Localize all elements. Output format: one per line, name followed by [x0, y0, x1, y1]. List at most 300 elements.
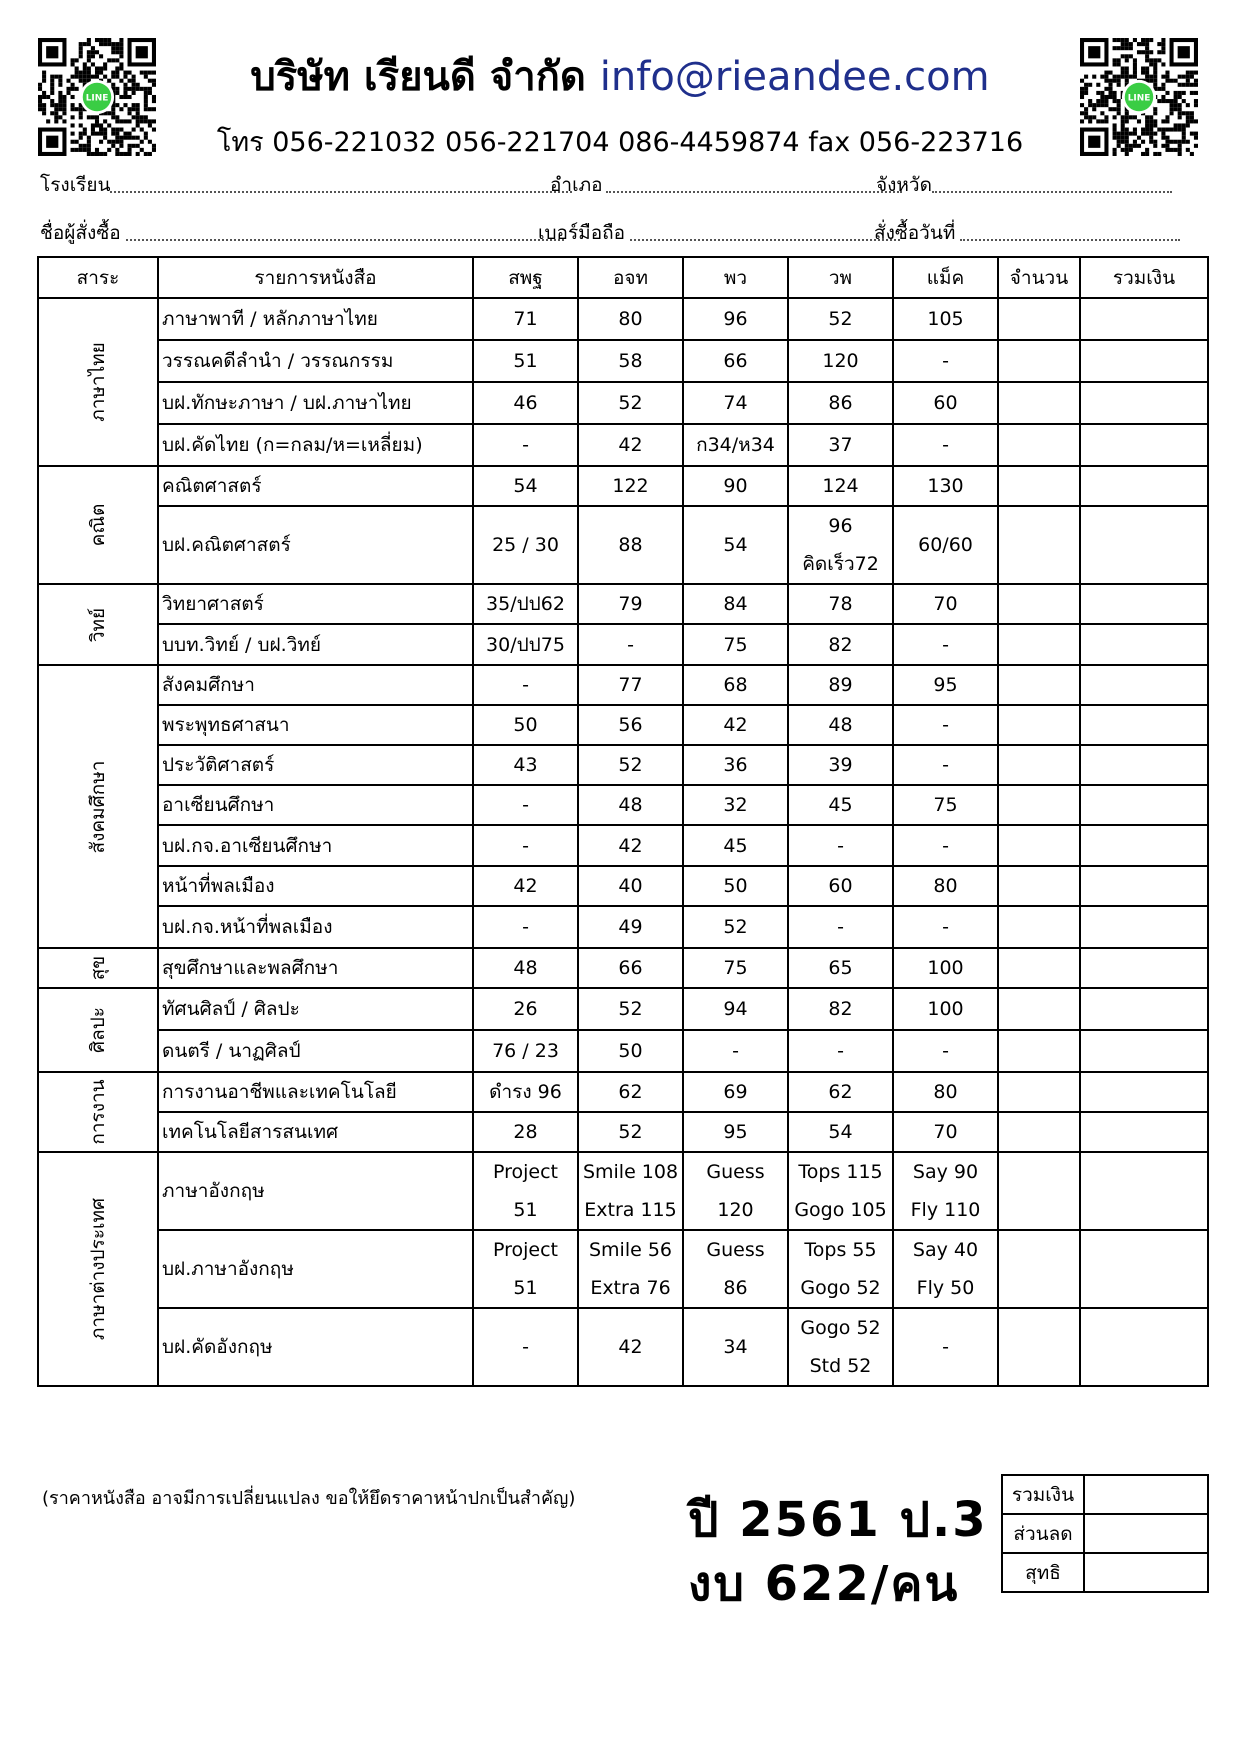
quantity-cell[interactable]: [998, 1152, 1080, 1230]
price-value: Gogo 52: [800, 1317, 881, 1339]
price-cell: [893, 1152, 998, 1230]
total-cell[interactable]: [1080, 1072, 1208, 1112]
price-cell: [788, 1230, 893, 1308]
price-value: 69: [723, 1081, 748, 1103]
price-cell: [473, 1230, 578, 1308]
price-value: 45: [723, 834, 748, 857]
total-cell[interactable]: [1080, 466, 1208, 506]
quantity-cell[interactable]: [998, 665, 1080, 705]
totals-row-discount: [1002, 1514, 1208, 1553]
price-cell: [578, 1308, 683, 1386]
price-value: 75: [723, 957, 748, 979]
total-cell[interactable]: [1080, 948, 1208, 988]
price-value: 66: [618, 957, 643, 979]
price-cell: [893, 340, 998, 382]
province-field[interactable]: [932, 191, 1172, 193]
price-value: 96: [828, 515, 853, 537]
price-value: 60/60: [918, 534, 973, 556]
table-row: [38, 584, 1208, 624]
price-value: 89: [828, 674, 853, 696]
total-cell[interactable]: [1080, 340, 1208, 382]
quantity-cell[interactable]: [998, 866, 1080, 906]
price-value: 50: [618, 1040, 643, 1062]
company-phones: โทร 056-221032 056-221704 086-4459874 fax 056-223716: [216, 127, 1024, 158]
subject-cell: [38, 466, 158, 584]
quantity-cell[interactable]: [998, 584, 1080, 624]
price-cell: [683, 1072, 788, 1112]
price-value: 75: [723, 633, 748, 656]
quantity-cell[interactable]: [998, 506, 1080, 584]
table-body: [38, 298, 1208, 1386]
book-title: พระพุทธศาสนา: [158, 705, 473, 745]
total-cell[interactable]: [1080, 624, 1208, 665]
subject-cell: [38, 1152, 158, 1386]
total-cell[interactable]: [1080, 705, 1208, 745]
price-value: Gogo 52: [800, 1277, 881, 1299]
price-cell: [683, 1230, 788, 1308]
price-value: 105: [927, 308, 964, 330]
total-cell[interactable]: [1080, 1030, 1208, 1072]
line-qr-code-right: [1080, 38, 1198, 156]
price-value: 95: [933, 674, 958, 696]
line-qr-code-left: [38, 38, 156, 156]
price-cell: [788, 988, 893, 1030]
price-value: 95: [723, 1121, 748, 1143]
book-title: วิทยาศาสตร์: [158, 584, 473, 624]
price-value: 42: [513, 875, 538, 897]
price-cell: [893, 785, 998, 825]
price-value: 52: [618, 392, 643, 414]
book-title: บฝ.คัดอังกฤษ: [158, 1308, 473, 1386]
price-value: 71: [513, 308, 538, 330]
total-cell[interactable]: [1080, 1112, 1208, 1152]
price-cell: [788, 506, 893, 584]
table-row: [38, 1072, 1208, 1112]
quantity-cell[interactable]: [998, 705, 1080, 745]
price-cell: [578, 298, 683, 340]
price-value: -: [732, 1040, 739, 1062]
province-label: จังหวัด: [876, 174, 932, 196]
price-cell: [788, 1308, 893, 1386]
quantity-cell[interactable]: [998, 1112, 1080, 1152]
price-cell: [683, 1112, 788, 1152]
price-cell: [473, 506, 578, 584]
price-value: -: [522, 434, 529, 456]
totals-sum-value[interactable]: [1084, 1475, 1208, 1514]
price-value: 60: [828, 875, 853, 897]
subject-cell: [38, 665, 158, 948]
subject-label: การงาน: [87, 1079, 109, 1145]
subject-label: สังคมศึกษา: [87, 760, 109, 853]
table-row: [38, 1308, 1208, 1386]
table-header-row: [38, 257, 1208, 298]
book-title: บบท.วิทย์ / บฝ.วิทย์: [158, 624, 473, 665]
price-value: -: [522, 1336, 529, 1358]
price-cell: [893, 624, 998, 665]
table-row: [38, 785, 1208, 825]
price-value: 79: [618, 593, 643, 615]
price-cell: [683, 1152, 788, 1230]
totals-row-sum: [1002, 1475, 1208, 1514]
price-cell: [893, 382, 998, 424]
buyer-field[interactable]: [126, 239, 564, 241]
table-row: [38, 624, 1208, 665]
price-value: 26: [513, 998, 538, 1020]
quantity-cell[interactable]: [998, 340, 1080, 382]
subject-label: ศิลปะ: [87, 1007, 109, 1053]
price-value: 94: [723, 998, 748, 1020]
price-value: 39: [828, 754, 853, 776]
price-value: 42: [618, 834, 643, 857]
book-title: อาเซียนศึกษา: [158, 785, 473, 825]
price-cell: [578, 506, 683, 584]
price-value: -: [837, 1040, 844, 1062]
totals-row-net: [1002, 1553, 1208, 1592]
total-cell[interactable]: [1080, 382, 1208, 424]
total-cell[interactable]: [1080, 988, 1208, 1030]
book-title: ภาษาอังกฤษ: [158, 1152, 473, 1230]
price-cell: [893, 705, 998, 745]
form-row-buyer: [38, 218, 1208, 248]
price-cell: [788, 906, 893, 948]
price-value: -: [522, 674, 529, 696]
total-cell[interactable]: [1080, 1152, 1208, 1230]
price-value: 42: [618, 1336, 643, 1358]
school-field[interactable]: [110, 191, 572, 193]
price-cell: [788, 624, 893, 665]
price-cell: [788, 466, 893, 506]
price-value: Smile 56: [588, 1239, 673, 1261]
price-value: 88: [618, 534, 643, 556]
price-value: 40: [618, 875, 643, 897]
price-value: 120: [717, 1199, 754, 1221]
price-value: 90: [723, 475, 748, 497]
price-value: 80: [933, 875, 958, 897]
price-value: -: [942, 916, 949, 938]
book-title: บฝ.ภาษาอังกฤษ: [158, 1230, 473, 1308]
header-wp: วพ: [788, 257, 893, 298]
price-value: -: [627, 633, 634, 656]
price-value: 52: [618, 1121, 643, 1143]
price-cell: [893, 825, 998, 866]
book-title: บฝ.คัดไทย (ก=กลม/ห=เหลี่ยม): [158, 424, 473, 466]
price-value: 86: [723, 1277, 748, 1299]
total-cell[interactable]: [1080, 1308, 1208, 1386]
price-table: [37, 256, 1209, 1387]
price-cell: [893, 1072, 998, 1112]
price-value: 52: [618, 754, 643, 776]
price-cell: [788, 705, 893, 745]
price-cell: [788, 298, 893, 340]
price-cell: [683, 825, 788, 866]
price-value: 58: [618, 350, 643, 372]
price-value: 42: [618, 434, 643, 456]
price-cell: [473, 1112, 578, 1152]
price-cell: [473, 906, 578, 948]
quantity-cell[interactable]: [998, 382, 1080, 424]
subject-cell: [38, 1072, 158, 1152]
price-cell: [893, 988, 998, 1030]
price-cell: [893, 665, 998, 705]
price-value: 82: [828, 998, 853, 1020]
price-cell: [578, 785, 683, 825]
price-cell: [473, 785, 578, 825]
price-cell: [683, 785, 788, 825]
price-value: 65: [828, 957, 853, 979]
price-value: 45: [828, 794, 853, 816]
price-cell: [473, 584, 578, 624]
price-value: -: [942, 633, 949, 656]
total-cell[interactable]: [1080, 506, 1208, 584]
price-cell: [788, 584, 893, 624]
quantity-cell[interactable]: [998, 1030, 1080, 1072]
price-cell: [683, 705, 788, 745]
price-cell: [683, 382, 788, 424]
price-value: Project: [492, 1239, 558, 1261]
quantity-cell[interactable]: [998, 1230, 1080, 1308]
price-value: Fly 110: [910, 1199, 981, 1221]
book-title: ประวัติศาสตร์: [158, 745, 473, 785]
form-row-school: [38, 170, 1208, 200]
quantity-cell[interactable]: [998, 745, 1080, 785]
price-cell: [578, 948, 683, 988]
book-title: สุขศึกษาและพลศึกษา: [158, 948, 473, 988]
price-value: 124: [822, 475, 859, 497]
price-value: 78: [828, 593, 853, 615]
price-cell: [578, 1230, 683, 1308]
table-row: [38, 466, 1208, 506]
price-value: 60: [933, 392, 958, 414]
price-cell: [788, 424, 893, 466]
price-cell: [788, 825, 893, 866]
price-cell: [893, 424, 998, 466]
price-value: -: [942, 434, 949, 456]
price-value: 96: [723, 308, 748, 330]
price-value: Say 90: [912, 1161, 979, 1183]
subject-cell: [38, 298, 158, 466]
header-ajt: อจท: [578, 257, 683, 298]
price-value: 48: [618, 794, 643, 816]
price-value: 80: [618, 308, 643, 330]
total-cell[interactable]: [1080, 745, 1208, 785]
table-row: [38, 988, 1208, 1030]
price-cell: [788, 340, 893, 382]
price-cell: [473, 298, 578, 340]
district-field[interactable]: [606, 191, 902, 193]
table-row: [38, 340, 1208, 382]
price-cell: [578, 584, 683, 624]
price-value: 48: [828, 714, 853, 736]
subject-label: สุข: [87, 955, 109, 981]
company-email: info@rieandee.com: [599, 54, 990, 100]
price-value: -: [942, 1336, 949, 1358]
price-cell: [893, 906, 998, 948]
table-row: [38, 745, 1208, 785]
price-cell: [683, 745, 788, 785]
price-value: Guess: [706, 1161, 765, 1183]
price-cell: [893, 948, 998, 988]
year-grade-label: ปี 2561 ป.3: [688, 1492, 988, 1548]
price-cell: [578, 988, 683, 1030]
price-cell: [473, 382, 578, 424]
price-cell: [578, 866, 683, 906]
price-value: 34: [723, 1336, 748, 1358]
price-value: 54: [828, 1121, 853, 1143]
totals-net-value[interactable]: [1084, 1553, 1208, 1592]
price-value: Extra 115: [584, 1199, 677, 1221]
price-cell: [473, 424, 578, 466]
quantity-cell[interactable]: [998, 988, 1080, 1030]
price-value: 52: [723, 916, 748, 938]
book-title: ภาษาพาที / หลักภาษาไทย: [158, 298, 473, 340]
quantity-cell[interactable]: [998, 785, 1080, 825]
table-row: [38, 948, 1208, 988]
price-value: 28: [513, 1121, 538, 1143]
total-cell[interactable]: [1080, 424, 1208, 466]
price-value: Fly 50: [916, 1277, 975, 1299]
price-value: 50: [513, 714, 538, 736]
price-cell: [578, 624, 683, 665]
quantity-cell[interactable]: [998, 624, 1080, 665]
table-row: [38, 665, 1208, 705]
company-header: [160, 44, 1080, 108]
price-value: -: [522, 794, 529, 816]
price-value: Tops 115: [798, 1161, 883, 1183]
table-row: [38, 1030, 1208, 1072]
total-cell[interactable]: [1080, 825, 1208, 866]
totals-discount-value[interactable]: [1084, 1514, 1208, 1553]
total-cell[interactable]: [1080, 665, 1208, 705]
total-cell[interactable]: [1080, 298, 1208, 340]
price-cell: [893, 1308, 998, 1386]
price-value: ดำรง 96: [489, 1081, 562, 1103]
price-value: 84: [723, 593, 748, 615]
subject-cell: [38, 948, 158, 988]
total-cell[interactable]: [1080, 785, 1208, 825]
header-subject: สาระ: [38, 257, 158, 298]
price-cell: [788, 866, 893, 906]
price-value: คิดเร็ว72: [802, 553, 879, 575]
table-row: [38, 825, 1208, 866]
price-value: 43: [513, 754, 538, 776]
price-value: 62: [828, 1081, 853, 1103]
price-value: Gogo 105: [794, 1199, 887, 1221]
price-cell: [893, 1230, 998, 1308]
order-date-field[interactable]: [960, 239, 1180, 241]
price-value: -: [942, 834, 949, 857]
price-cell: [578, 340, 683, 382]
totals-net-label: สุทธิ: [1002, 1553, 1084, 1592]
price-value: 50: [723, 875, 748, 897]
price-cell: [683, 906, 788, 948]
price-value: 49: [618, 916, 643, 938]
total-cell[interactable]: [1080, 1230, 1208, 1308]
price-cell: [893, 1030, 998, 1072]
table-row: [38, 1230, 1208, 1308]
table-row: [38, 705, 1208, 745]
mobile-label: เบอร์มือถือ: [538, 222, 626, 244]
price-cell: [473, 340, 578, 382]
price-value: 62: [618, 1081, 643, 1103]
price-cell: [893, 466, 998, 506]
quantity-cell[interactable]: [998, 1072, 1080, 1112]
book-title: บฝ.กจ.หน้าที่พลเมือง: [158, 906, 473, 948]
price-cell: [788, 1072, 893, 1112]
table-row: [38, 424, 1208, 466]
line-logo-text: LINE: [1127, 93, 1151, 104]
price-cell: [893, 506, 998, 584]
total-cell[interactable]: [1080, 584, 1208, 624]
subject-label: วิทย์: [87, 607, 109, 642]
quantity-cell[interactable]: [998, 906, 1080, 948]
price-cell: [683, 424, 788, 466]
price-value: 46: [513, 392, 538, 414]
table-row: [38, 298, 1208, 340]
price-cell: [578, 466, 683, 506]
buyer-label: ชื่อผู้สั่งซื้อ: [40, 222, 121, 244]
price-cell: [473, 1308, 578, 1386]
header-mac: แม็ค: [893, 257, 998, 298]
price-cell: [683, 506, 788, 584]
price-cell: [788, 665, 893, 705]
subject-label: ภาษาต่างประเทศ: [87, 1197, 109, 1341]
total-cell[interactable]: [1080, 866, 1208, 906]
price-cell: [788, 785, 893, 825]
quantity-cell[interactable]: [998, 424, 1080, 466]
quantity-cell[interactable]: [998, 466, 1080, 506]
price-cell: [473, 825, 578, 866]
price-value: ก34/ห34: [696, 434, 775, 456]
price-value: 120: [822, 350, 859, 372]
price-cell: [578, 1030, 683, 1072]
quantity-cell[interactable]: [998, 825, 1080, 866]
price-cell: [473, 866, 578, 906]
book-title: การงานอาชีพและเทคโนโลยี: [158, 1072, 473, 1112]
mobile-field[interactable]: [630, 239, 900, 241]
price-cell: [683, 624, 788, 665]
price-value: 51: [513, 1199, 538, 1221]
book-title: บฝ.ทักษะภาษา / บฝ.ภาษาไทย: [158, 382, 473, 424]
price-cell: [683, 665, 788, 705]
price-cell: [788, 1152, 893, 1230]
quantity-cell[interactable]: [998, 1308, 1080, 1386]
price-cell: [893, 1112, 998, 1152]
quantity-cell[interactable]: [998, 298, 1080, 340]
price-value: 30/ปป75: [486, 633, 565, 656]
header-book: รายการหนังสือ: [158, 257, 473, 298]
table-row: [38, 382, 1208, 424]
price-value: 51: [513, 1277, 538, 1299]
school-label: โรงเรียน: [40, 174, 111, 196]
price-cell: [893, 745, 998, 785]
price-value: Project: [492, 1161, 558, 1183]
line-logo-text: LINE: [85, 93, 109, 104]
subject-cell: [38, 988, 158, 1072]
price-cell: [683, 1308, 788, 1386]
price-cell: [473, 745, 578, 785]
price-cell: [893, 584, 998, 624]
price-value: 32: [723, 794, 748, 816]
price-value: -: [942, 754, 949, 776]
total-cell[interactable]: [1080, 906, 1208, 948]
price-value: -: [942, 714, 949, 736]
book-title: คณิตศาสตร์: [158, 466, 473, 506]
price-cell: [683, 988, 788, 1030]
quantity-cell[interactable]: [998, 948, 1080, 988]
price-cell: [473, 1030, 578, 1072]
price-value: 42: [723, 714, 748, 736]
price-note: (ราคาหนังสือ อาจมีการเปลี่ยนแปลง ขอให้ยึดราคาหน้าปกเป็นสำคัญ): [42, 1488, 576, 1509]
